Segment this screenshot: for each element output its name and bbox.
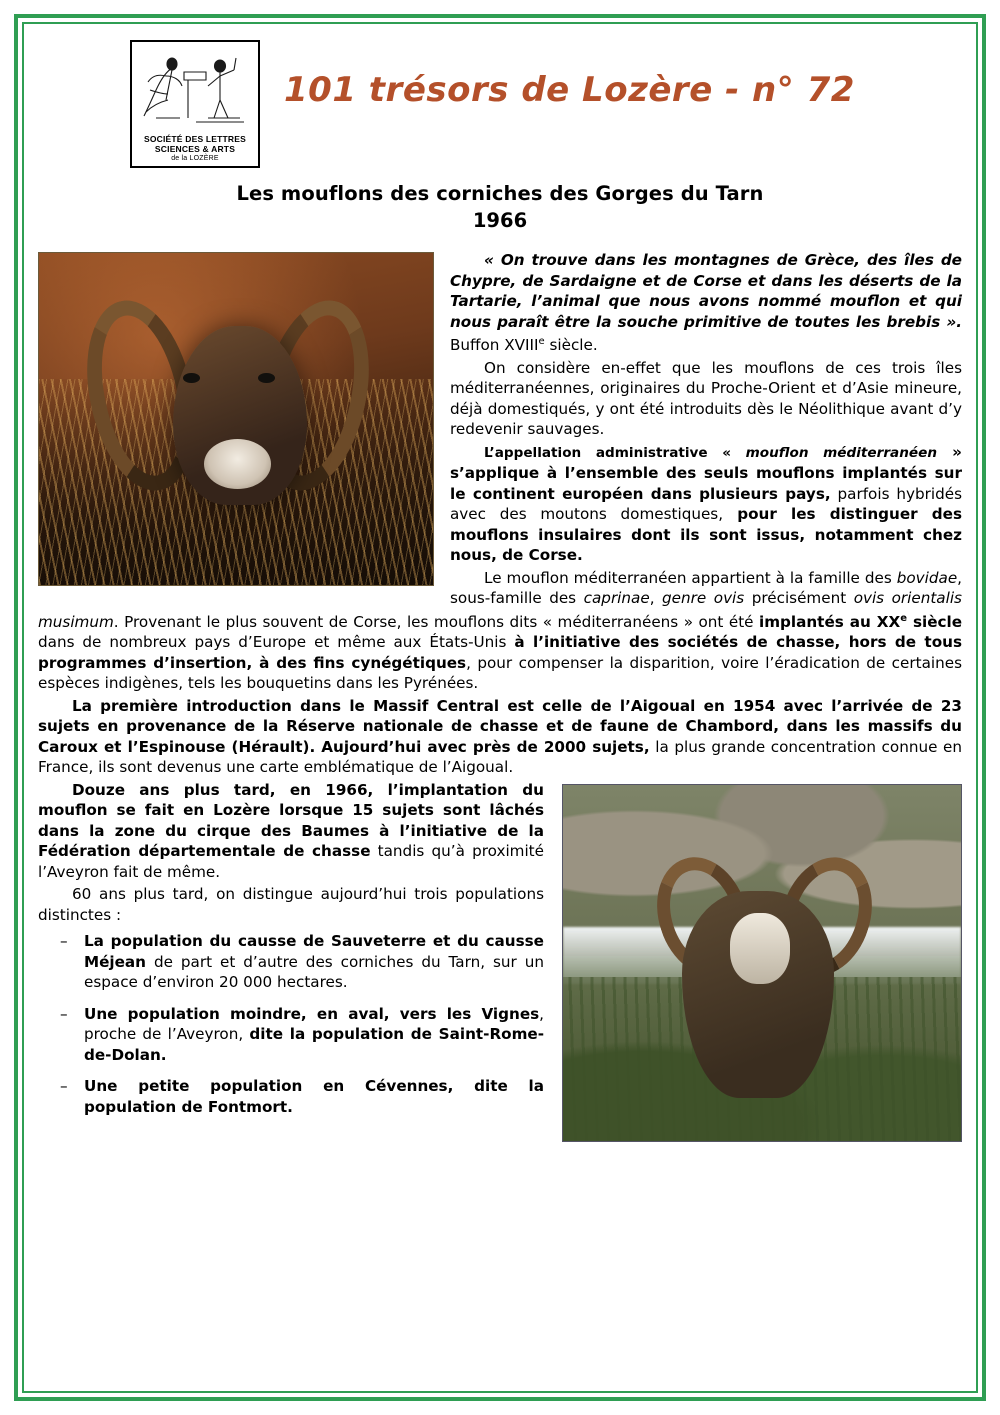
p4-part-h: dans de nombreux pays d’Europe et même aux États-Unis [38,633,515,652]
p4-part-f-sup: e [900,612,907,624]
page-subtitle: 1966 [472,209,528,232]
page-content [38,40,962,1379]
quote-source-sup: e [538,336,545,347]
p6-part-b: tandis qu’à proximité l’Aveyron fait de même. [38,842,544,881]
p4-genre: genre ovis [662,589,745,608]
quote-source: Buffon XVIII [450,336,539,355]
list-dash: – [60,1077,68,1096]
masthead-title: 101 trésors de Lozère - n° 72 [284,70,855,110]
list-item-3-bold: Une petite population en Cévennes, dite la population de Fontmort. [84,1077,544,1116]
p4-part-f: implantés au XX [759,612,901,631]
p6-part-a: Douze ans plus tard, en 1966, l’implantation du mouflon se fait en Lozère lorsque 15 sujets sont lâchés dans la zone du cirque des Baumes à l’initiative de la Fédération départementale de chasse [38,780,544,861]
masthead [284,40,962,110]
list-item [38,1004,962,1066]
logo-emblem-icon [136,46,254,134]
p4-part-e: . Provenant le plus souvent de Corse, les mouflons dits « méditerranéens » ont été [113,612,760,631]
list-item [38,931,962,993]
logo-line-2: SCIENCES & ARTS [154,144,236,154]
p4-caprinae: caprinae [583,589,650,608]
p3-part-a: L’appellation administrative « [484,444,746,461]
society-logo [130,40,260,168]
p3-part-e: pour les distinguer des mouflons insulaires dont ils sont issus, notamment chez nous, de Corse. [450,505,962,565]
page-title: Les mouflons des corniches des Gorges du Tarn [236,182,764,205]
p3-term: mouflon méditerranéen [745,444,938,461]
logo-line-1: SOCIÉTÉ DES LETTRES [143,134,247,144]
p3-part-c: » s’applique à l’ensemble des seuls mouflons implantés sur le continent européen dans plusieurs pays, [450,442,962,503]
list-item-2-plain: , proche de l’Aveyron, [84,1004,544,1044]
list-dash: – [60,932,68,951]
p3-part-d: parfois hybridés avec des moutons domestiques, [450,484,962,524]
list-dash: – [60,1004,68,1023]
p4-part-j: , pour compenser la disparition, voire l’éradication de certaines espèces indigènes, tels les bouquetins dans les Pyrénées. [38,653,962,693]
logo-line-3: de la LOZÈRE [171,155,219,162]
p5-part-b: la plus grande concentration connue en France, ils sont devenus une carte emblématique de l’Aigoual. [38,737,962,777]
p4-part-a: Le mouflon méditerranéen appartient à la famille des [484,568,897,587]
p4-part-b: , sous-famille des [450,568,962,608]
p5-part-a: La première introduction dans le Massif Central est celle de l’Aigoual en 1954 avec l’arrivée de 23 sujets en provenance de la Réserve nationale de chasse et de faune de Chambord, dans les massifs du Caroux et l’Espinouse (Hérault). Aujourd’hui avec près de 2000 sujets, [38,696,962,756]
list-item [38,1076,962,1117]
paragraph-7: 60 ans plus tard, on distingue aujourd’hui trois populations distinctes : [38,885,544,924]
list-item-2-bold: Une population moindre, en aval, vers les Vignes [84,1004,540,1023]
p4-part-c: , [649,589,663,608]
p4-part-d: précisément [744,589,854,608]
populations-list [38,931,962,1117]
list-item-2-bold-2: dite la population de Saint-Rome-de-Dolan. [84,1025,544,1064]
quote-text: « On trouve dans les montagnes de Grèce, des îles de Chypre, de Sardaigne et de Corse et dans les déserts de la Tartarie, l’animal que nous avons nommé mouflon et qui nous paraît être la souche primitive de toutes les brebis ». [450,251,962,331]
p4-part-g: siècle [906,612,962,631]
mouflon-photo-left [38,252,434,586]
p4-part-i: à l’initiative des sociétés de chasse, hors de tous programmes d’insertion, à des fins cynégétiques [38,633,962,672]
list-item-1-plain: de part et d’autre des corniches du Tarn, sur un espace d’environ 20 000 hectares. [84,952,544,992]
header [38,40,962,168]
list-item-1-bold: La population du causse de Sauveterre et du causse Méjean [84,932,544,971]
quote-source-end: siècle. [544,336,598,355]
article-body [38,250,962,1148]
paragraph-2: On considère en-effet que les mouflons de ces trois îles méditerranéennes, originaires du Proche-Orient et d’Asie mineure, déjà domestiqués, y ont été introduits dès le Néolithique avant d’y redevenir sauvages. [450,358,962,439]
paragraph-4 [38,568,962,694]
p4-bovidae: bovidae [896,568,958,587]
p4-species: ovis orientalis musimum [38,589,962,631]
paragraph-5 [38,696,962,778]
logo-caption [144,134,246,164]
